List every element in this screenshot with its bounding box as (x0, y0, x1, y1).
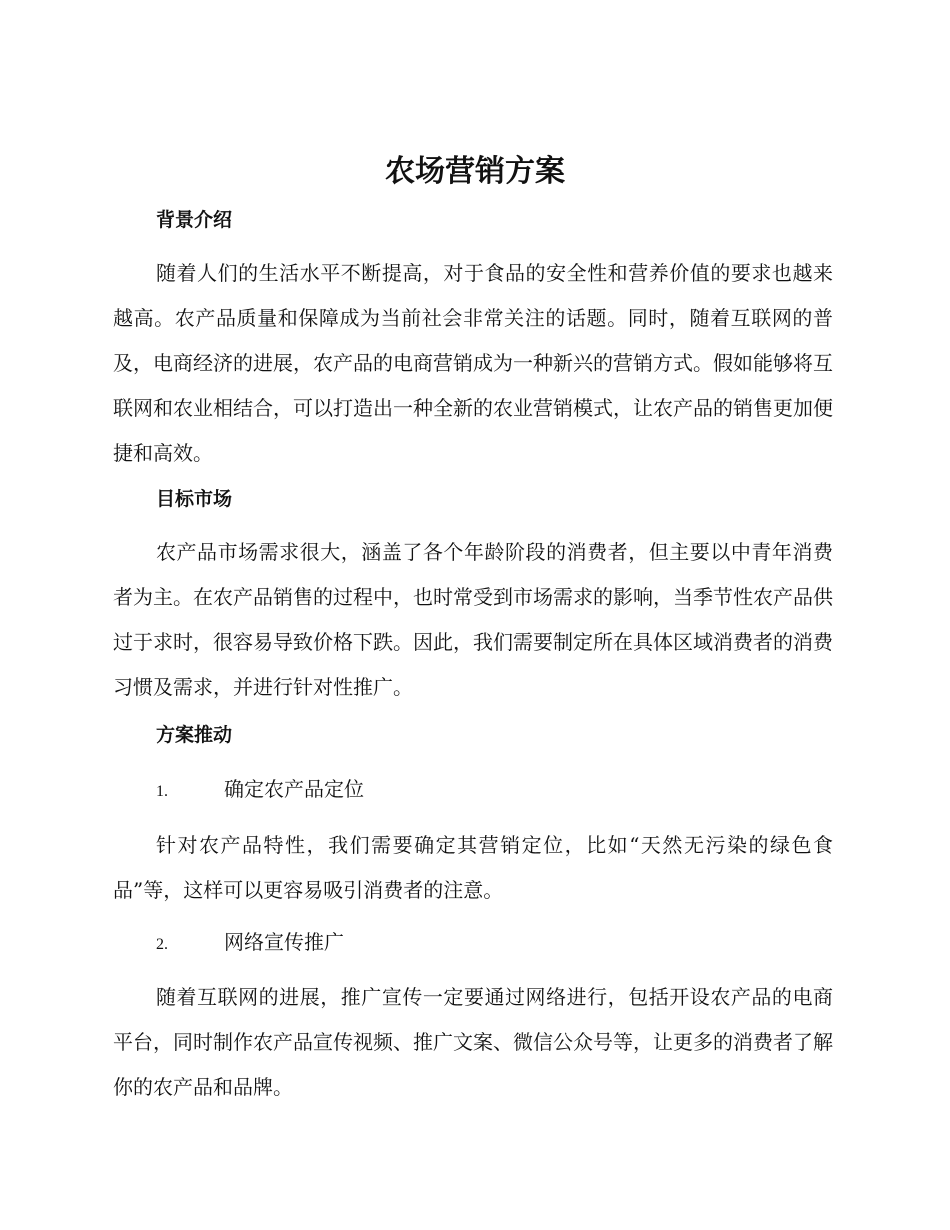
section-heading-target-market: 目标市场 (156, 488, 233, 510)
list-item-title: 确定农产品定位 (224, 777, 364, 801)
list-item-number: 2. (156, 936, 168, 953)
section-heading-plan: 方案推动 (156, 724, 233, 746)
list-item-number: 1. (156, 783, 168, 800)
list-item-online-promotion (156, 927, 344, 960)
paragraph-target-market: 农产品市场需求很大，涵盖了各个年龄阶段的消费者，但主要以中青年消费者为主。在农产品销售的过程中，也时常受到市场需求的影响，当季节性农产品供过于求时，很容易导致价格下跌。因此，我们需要制定所在具体区域消费者的消费习惯及需求，并进行针对性推广。 (113, 540, 833, 699)
paragraph-online-promotion: 随着互联网的进展，推广宣传一定要通过网络进行，包括开设农产品的电商平台，同时制作农产品宣传视频、推广文案、微信公众号等，让更多的消费者了解你的农产品和品牌。 (113, 985, 833, 1099)
section-heading-background: 背景介绍 (156, 209, 233, 231)
list-item-title: 网络宣传推广 (224, 930, 344, 954)
document-title: 农场营销方案 (385, 154, 565, 189)
paragraph-positioning: 针对农产品特性，我们需要确定其营销定位，比如“天然无污染的绿色食品”等，这样可以更容易吸引消费者的注意。 (113, 833, 833, 902)
paragraph-background: 随着人们的生活水平不断提高，对于食品的安全性和营养价值的要求也越来越高。农产品质量和保障成为当前社会非常关注的话题。同时，随着互联网的普及，电商经济的进展，农产品的电商营销成为一种新兴的营销方式。假如能够将互联网和农业相结合，可以打造出一种全新的农业营销模式，让农产品的销售更加便捷和高效。 (113, 261, 833, 465)
list-item-positioning (156, 774, 364, 807)
